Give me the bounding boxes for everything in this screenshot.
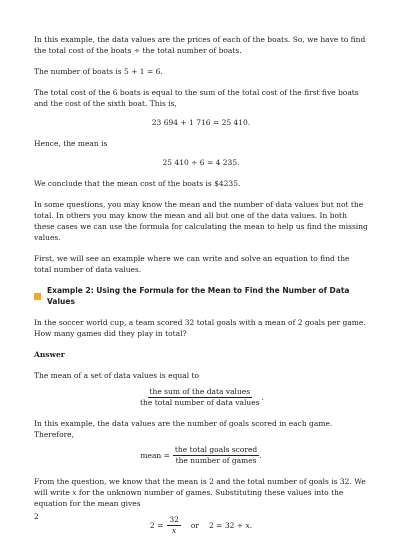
fraction-denominator: the number of games [175, 456, 257, 465]
fraction-denominator: the total number of data values [140, 398, 260, 407]
example-square-icon [34, 293, 41, 300]
fraction-numerator: 32 [169, 515, 179, 524]
fraction-mean-definition [34, 387, 368, 408]
paragraph-number-of-boats: The number of boats is 5 + 1 = 6. [34, 67, 163, 76]
fraction-numerator: the sum of the data values [149, 387, 251, 396]
fraction-period: . [261, 393, 264, 402]
example-heading [34, 285, 368, 307]
equation-total-cost: 23 694 + 1 716 = 25 410. [151, 118, 251, 127]
question-text: In the soccer world cup, a team scored 32 total goals with a mean of 2 goals per game. How many games did they play in total? [34, 318, 366, 338]
fraction-period: . [259, 451, 262, 460]
fraction-denominator: x [172, 526, 177, 535]
paragraph-hence-mean: Hence, the mean is [34, 139, 108, 148]
paragraph-total-cost: The total cost of the 6 boats is equal to the sum of the total cost of the first five boats and the cost of the sixth boat. This is, [34, 88, 359, 108]
paragraph-first-example: First, we will see an example where we can write and solve an equation to find the total number of data values. [34, 254, 350, 274]
paragraph-goals-example: In this example, the data values are the number of goals scored in each game. Therefore, [34, 419, 333, 439]
fraction-numerator: the total goals scored [174, 445, 258, 454]
paragraph-mean-definition: The mean of a set of data values is equal to [34, 371, 200, 380]
final-rhs: 2 = 32 ÷ x. [209, 521, 253, 530]
equation-mean: 25 410 ÷ 6 = 4 235. [162, 158, 240, 167]
page-number: 2 [34, 512, 39, 521]
paragraph-substitution: From the question, we know that the mean is 2 and the total number of goals is 32. We will write x for the unknown number of games. Substituting these values into the equation for the mean gives [34, 477, 366, 508]
paragraph-missing-values: In some questions, you may know the mean and the number of data values but not the total. In others you may know the mean and all but one of the data values. In both these cases we can use the formula for calculating the mean to help us find the missing values. [34, 200, 368, 242]
answer-label: Answer [34, 350, 65, 359]
mean-label: mean = [140, 451, 170, 460]
or-label: or [190, 521, 200, 530]
paragraph-conclusion: We conclude that the mean cost of the boats is $4235. [34, 179, 241, 188]
example-title: Example 2: Using the Formula for the Mean to Find the Number of Data Values [47, 286, 350, 306]
document-page [34, 34, 368, 536]
final-lhs: 2 = [149, 521, 164, 530]
paragraph-boat-prices: In this example, the data values are the prices of each of the boats. So, we have to find the total cost of the boats ÷ the total number of boats. [34, 35, 366, 55]
equation-mean-goals [34, 445, 368, 466]
